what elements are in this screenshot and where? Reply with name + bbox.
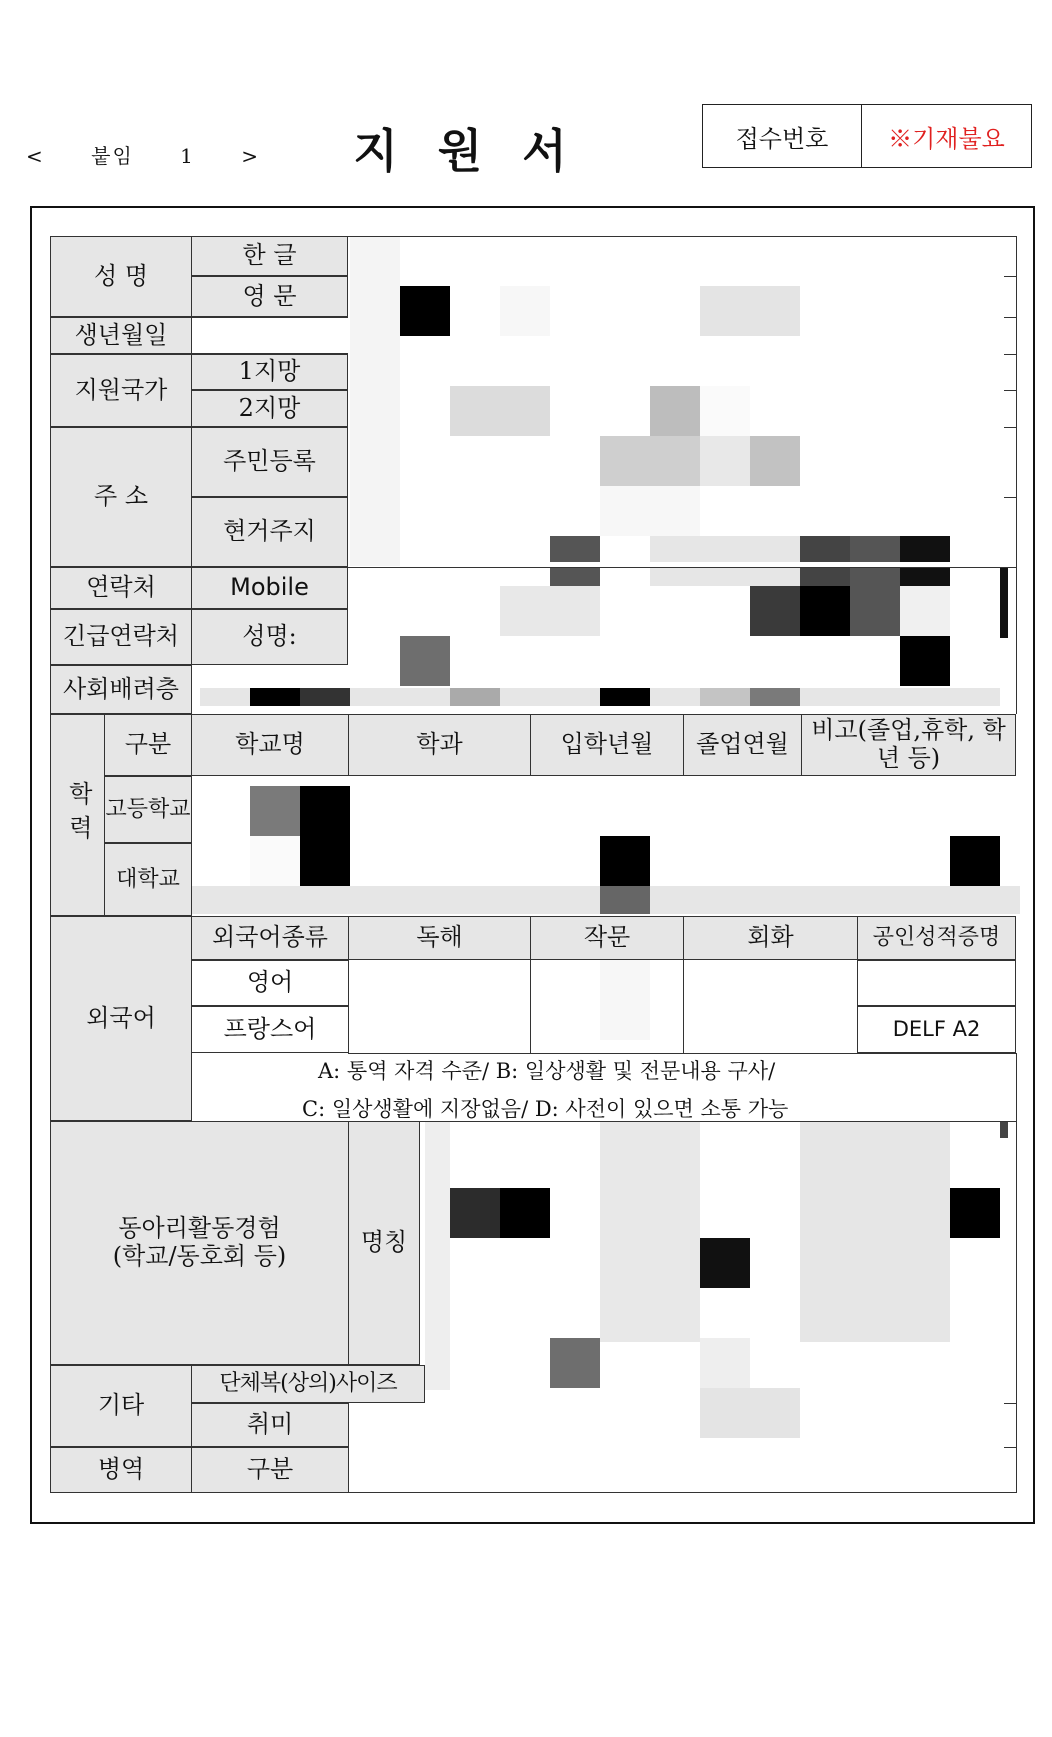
education-label-text: 학력 (64, 781, 93, 849)
attachment-close: > (241, 144, 260, 168)
lang-header-speaking: 회화 (683, 916, 858, 960)
birth-field[interactable] (191, 317, 348, 354)
club-label (50, 1121, 349, 1365)
language-level-note-1: A: 통역 자격 수준/ B: 일상생활 및 전문내용 구사/ (318, 1059, 776, 1083)
emergency-label: 긴급연락처 (50, 609, 192, 665)
lang-header-type: 외국어종류 (191, 916, 349, 960)
attachment-text: 붙임 (91, 144, 134, 168)
language-label: 외국어 (50, 916, 192, 1121)
lang-row-french: 프랑스어 (191, 1006, 349, 1053)
receipt-value: ※기재불요 (888, 124, 1005, 153)
attachment-number: 1 (180, 144, 195, 168)
social-label: 사회배려층 (50, 665, 192, 714)
name-korean-label: 한 글 (191, 236, 348, 276)
military-label: 병역 (50, 1447, 192, 1493)
lang-cert-french[interactable]: DELF A2 (857, 1006, 1016, 1053)
lang-cert-english[interactable] (857, 960, 1016, 1006)
lang-header-certificate: 공인성적증명 (857, 916, 1016, 960)
page-title: 지원서 (353, 124, 607, 178)
edu-header-school: 학교명 (191, 714, 349, 776)
edu-row-university: 대학교 (104, 843, 192, 916)
name-label: 성 명 (50, 236, 192, 317)
lang-row-english: 영어 (191, 960, 349, 1006)
choice1-label: 1지망 (191, 354, 348, 390)
hobby-label: 취미 (191, 1403, 349, 1447)
club-label-line1: 동아리활동경험 (118, 1214, 281, 1243)
edu-header-remarks: 비고(졸업,휴학, 학년 등) (801, 714, 1016, 776)
attachment-open: < (26, 144, 45, 168)
name-english-label: 영 문 (191, 276, 348, 317)
birth-label: 생년월일 (50, 317, 192, 354)
emergency-name-label: 성명: (191, 609, 348, 665)
receipt-box (702, 104, 1032, 168)
contact-label: 연락처 (50, 567, 192, 609)
education-label (50, 714, 105, 916)
club-name-label: 명칭 (348, 1121, 420, 1365)
edu-header-graduation: 졸업연월 (683, 714, 802, 776)
country-label: 지원국가 (50, 354, 192, 427)
edu-row-highschool: 고등학교 (104, 776, 192, 843)
lang-header-reading: 독해 (348, 916, 531, 960)
receipt-label: 접수번호 (703, 105, 862, 167)
current-address-label: 현거주지 (191, 497, 348, 567)
address-label: 주 소 (50, 427, 192, 567)
military-type-label: 구분 (191, 1447, 349, 1493)
language-level-note-2: C: 일상생활에 지장없음/ D: 사전이 있으면 소통 가능 (302, 1097, 789, 1121)
club-label-line2: (학교/동호회 등) (112, 1242, 287, 1270)
etc-label: 기타 (50, 1365, 192, 1447)
shirt-size-label: 단체복(상의)사이즈 (191, 1365, 425, 1403)
edu-header-type: 구분 (104, 714, 192, 776)
lang-header-writing: 작문 (530, 916, 684, 960)
edu-header-entry: 입학년월 (530, 714, 684, 776)
mobile-label: Mobile (191, 567, 348, 609)
edu-header-major: 학과 (348, 714, 531, 776)
registered-address-label: 주민등록 (191, 427, 348, 497)
choice2-label: 2지망 (191, 390, 348, 427)
